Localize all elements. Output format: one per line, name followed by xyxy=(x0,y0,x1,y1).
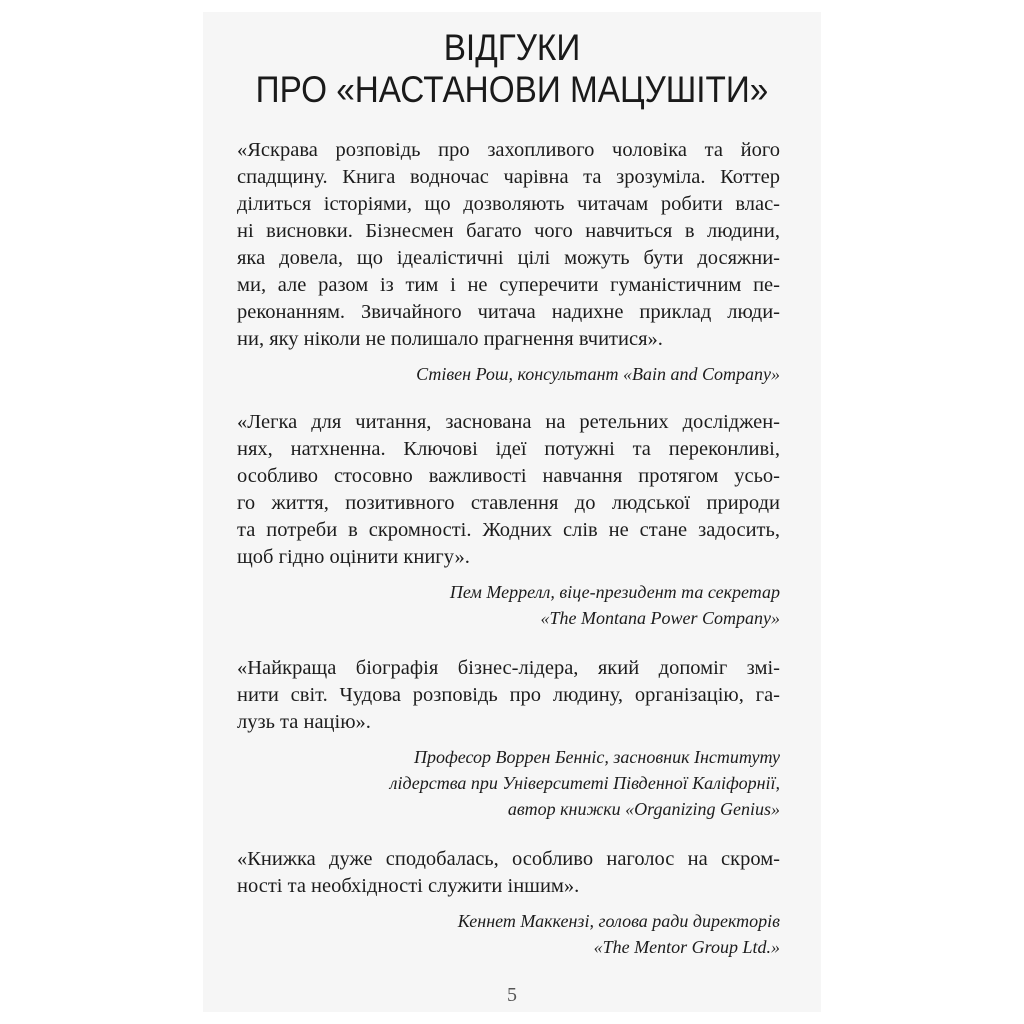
quote-line: ни, яку ніколи не полишало прагнення вчитися». xyxy=(237,328,663,350)
quote-line: лузь та націю». xyxy=(237,711,371,733)
quote-line: ності та необхідності служити іншим». xyxy=(237,875,580,897)
review-quote xyxy=(237,846,780,900)
reviews-list xyxy=(237,137,780,984)
review-attribution xyxy=(237,744,780,822)
review-attribution xyxy=(237,908,780,960)
review-3 xyxy=(237,655,780,822)
quote-line: нити світ. Чудова розповідь про людину, організацію, га- xyxy=(237,684,780,706)
quote-line: ми, але разом із тим і не суперечити гуманістичним пе- xyxy=(237,274,780,296)
quote-line: щоб гідно оцінити книгу». xyxy=(237,546,470,568)
attribution-line: Професор Воррен Бенніс, засновник Інституту xyxy=(413,747,780,767)
quote-line: яка довела, що ідеалістичні цілі можуть бути досяжни- xyxy=(237,247,780,269)
quote-line: особливо стосовно важливості навчання протягом усьо- xyxy=(237,465,780,487)
page-title xyxy=(234,27,790,111)
quote-line: го життя, позитивного ставлення до людської природи xyxy=(237,492,780,514)
review-1 xyxy=(237,137,780,387)
review-attribution xyxy=(237,579,780,631)
attribution-line: автор книжки «Organizing Genius» xyxy=(507,799,780,819)
review-quote xyxy=(237,655,780,736)
title-line-1: ВІДГУКИ xyxy=(443,27,581,68)
quote-line: та потреби в скромності. Жодних слів не стане задосить, xyxy=(237,519,780,541)
title-line-2: ПРО «НАСТАНОВИ МАЦУШІТИ» xyxy=(255,69,769,110)
attribution-line: «The Montana Power Company» xyxy=(540,608,780,628)
review-quote xyxy=(237,137,780,353)
review-4 xyxy=(237,846,780,960)
quote-line: «Книжка дуже сподобалась, особливо наголос на скром- xyxy=(237,848,780,870)
quote-line: «Яскрава розповідь про захопливого чоловіка та його xyxy=(237,139,780,161)
quote-line: «Найкраща біографія бізнес-лідера, який допоміг змі- xyxy=(237,657,780,679)
quote-line: спадщину. Книга водночас чарівна та зрозуміла. Коттер xyxy=(237,166,780,188)
review-2 xyxy=(237,409,780,631)
quote-line: ділиться історіями, що дозволяють читачам робити влас- xyxy=(237,193,780,215)
attribution-line: «The Mentor Group Ltd.» xyxy=(593,937,780,957)
quote-line: нях, натхненна. Ключові ідеї потужні та переконливі, xyxy=(237,438,780,460)
quote-line: «Легка для читання, заснована на ретельних досліджен- xyxy=(237,411,780,433)
quote-line: ні висновки. Бізнесмен багато чого навчиться в людини, xyxy=(237,220,780,242)
attribution-line: лідерства при Університеті Південної Каліфорнії, xyxy=(389,773,780,793)
quote-line: реконанням. Звичайного читача надихне приклад люди- xyxy=(237,301,780,323)
attribution-line: Пем Меррелл, віце-президент та секретар xyxy=(449,582,780,602)
attribution-line: Кеннет Маккензі, голова ради директорів xyxy=(457,911,780,931)
page-number: 5 xyxy=(507,984,517,1006)
review-attribution xyxy=(237,361,780,387)
attribution-line: Стівен Рош, консультант «Bain and Company» xyxy=(416,364,780,384)
book-page xyxy=(203,12,821,1012)
review-quote xyxy=(237,409,780,571)
